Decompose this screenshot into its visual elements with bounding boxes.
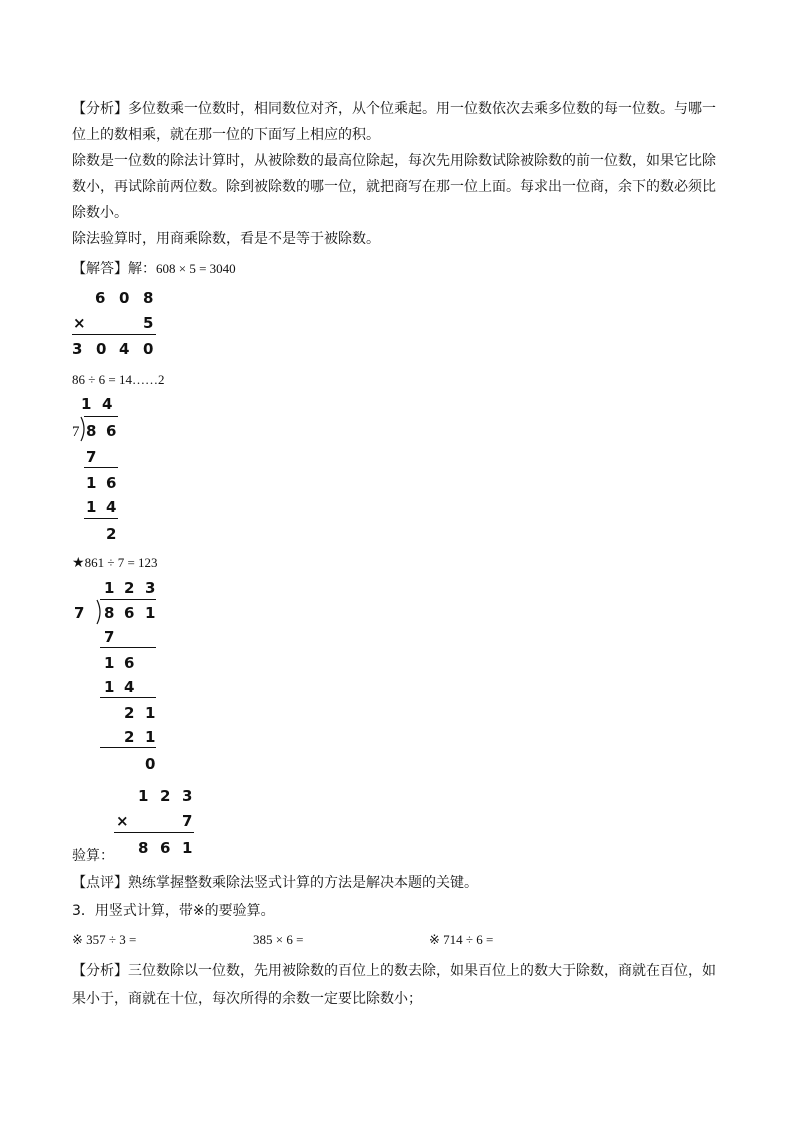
division-bar [100,599,156,600]
digit: 1 [104,678,115,696]
remainder: 0 [145,755,156,773]
digit: 7 [104,628,115,646]
digit: 4 [119,340,130,358]
analysis-line-2: 位上的数相乘，就在那一位的下面写上相应的积。 [72,127,380,143]
question-3-title: 3．用竖式计算，带※的要验算。 [72,903,275,919]
analysis2-line-1: 【分析】三位数除以一位数，先用被除数的百位上的数去除，如果百位上的数大于除数，商就在百位，如 [72,963,716,979]
calc-line [72,334,156,335]
calc-line [84,518,118,519]
digit: 3 [145,579,156,597]
answer-label: 【解答】 [72,261,128,277]
digit: 1 [138,787,149,805]
digit: 0 [143,340,154,358]
division-bar [84,416,118,417]
calc-line [114,832,194,833]
times-sign: × [116,812,129,830]
analysis-line-3: 除数是一位数的除法计算时，从被除数的最高位除起，每次先用除数试除被除数的前一位数，如果它比除 [72,153,716,169]
analysis-label: 【分析】 [72,101,128,117]
digit: 6 [106,422,117,440]
digit: 0 [119,289,130,307]
digit: 6 [95,289,106,307]
digit: 2 [124,579,135,597]
problem-3: ※ 714 ÷ 6 = [429,932,494,947]
digit: 1 [145,728,156,746]
times-sign: × [73,314,86,332]
digit: 6 [160,839,171,857]
analysis-line-4: 数小，再试除前两位数。除到被除数的哪一位，就把商写在那一位上面。每求出一位商，余下的数必须比 [72,179,716,195]
digit: 1 [145,704,156,722]
digit: 1 [86,498,97,516]
digit: 0 [96,340,107,358]
digit: 1 [145,604,156,622]
digit: 6 [124,604,135,622]
equation-1: 608 × 5 = 3040 [156,261,236,276]
calc-line [100,647,156,648]
digit: 7 [86,448,97,466]
analysis2-line-2: 果小于，商就在十位，每次所得的余数一定要比除数小； [72,991,422,1007]
divisor: 7 [72,424,80,440]
calc-line [100,697,156,698]
digit: 4 [106,498,117,516]
digit: 8 [104,604,115,622]
problem-1: ※ 357 ÷ 3 = [72,932,137,947]
digit: 6 [124,654,135,672]
digit: 1 [104,654,115,672]
equation-3-line: ★861 ÷ 7 = 123 [72,555,158,571]
analysis-line-1: 【分析】多位数乘一位数时，相同数位对齐，从个位乘起。用一位数依次去乘多位数的每一位数。与哪一 [72,101,716,117]
digit: 4 [102,395,113,413]
division-bracket [96,599,104,625]
remainder: 2 [106,525,117,543]
star-icon: ★ [72,555,85,571]
calc-line [100,747,156,748]
divisor: 7 [74,604,85,622]
check-label: 验算： [72,848,114,864]
digit: 2 [124,728,135,746]
digit: 5 [143,314,154,332]
digit: 2 [124,704,135,722]
calc-line [84,467,118,468]
digit: 4 [124,678,135,696]
problem-2: 385 × 6 = [253,932,304,947]
digit: 1 [104,579,115,597]
digit: 8 [86,422,97,440]
digit: 2 [160,787,171,805]
digit: 7 [182,812,193,830]
digit: 1 [81,395,92,413]
digit: 3 [72,340,83,358]
analysis-line-5: 除数小。 [72,205,128,221]
analysis-label: 【分析】 [72,963,128,979]
digit: 3 [182,787,193,805]
digit: 8 [138,839,149,857]
comment-label: 【点评】 [72,875,128,891]
analysis-line-6: 除法验算时，用商乘除数，看是不是等于被除数。 [72,231,380,247]
digit: 8 [143,289,154,307]
equation-2: 86 ÷ 6 = 14……2 [72,372,165,387]
comment-line: 【点评】熟练掌握整数乘除法竖式计算的方法是解决本题的关键。 [72,875,478,891]
digit: 1 [182,839,193,857]
answer-line: 【解答】解：608 × 5 = 3040 [72,261,236,277]
digit: 6 [106,474,117,492]
digit: 1 [86,474,97,492]
